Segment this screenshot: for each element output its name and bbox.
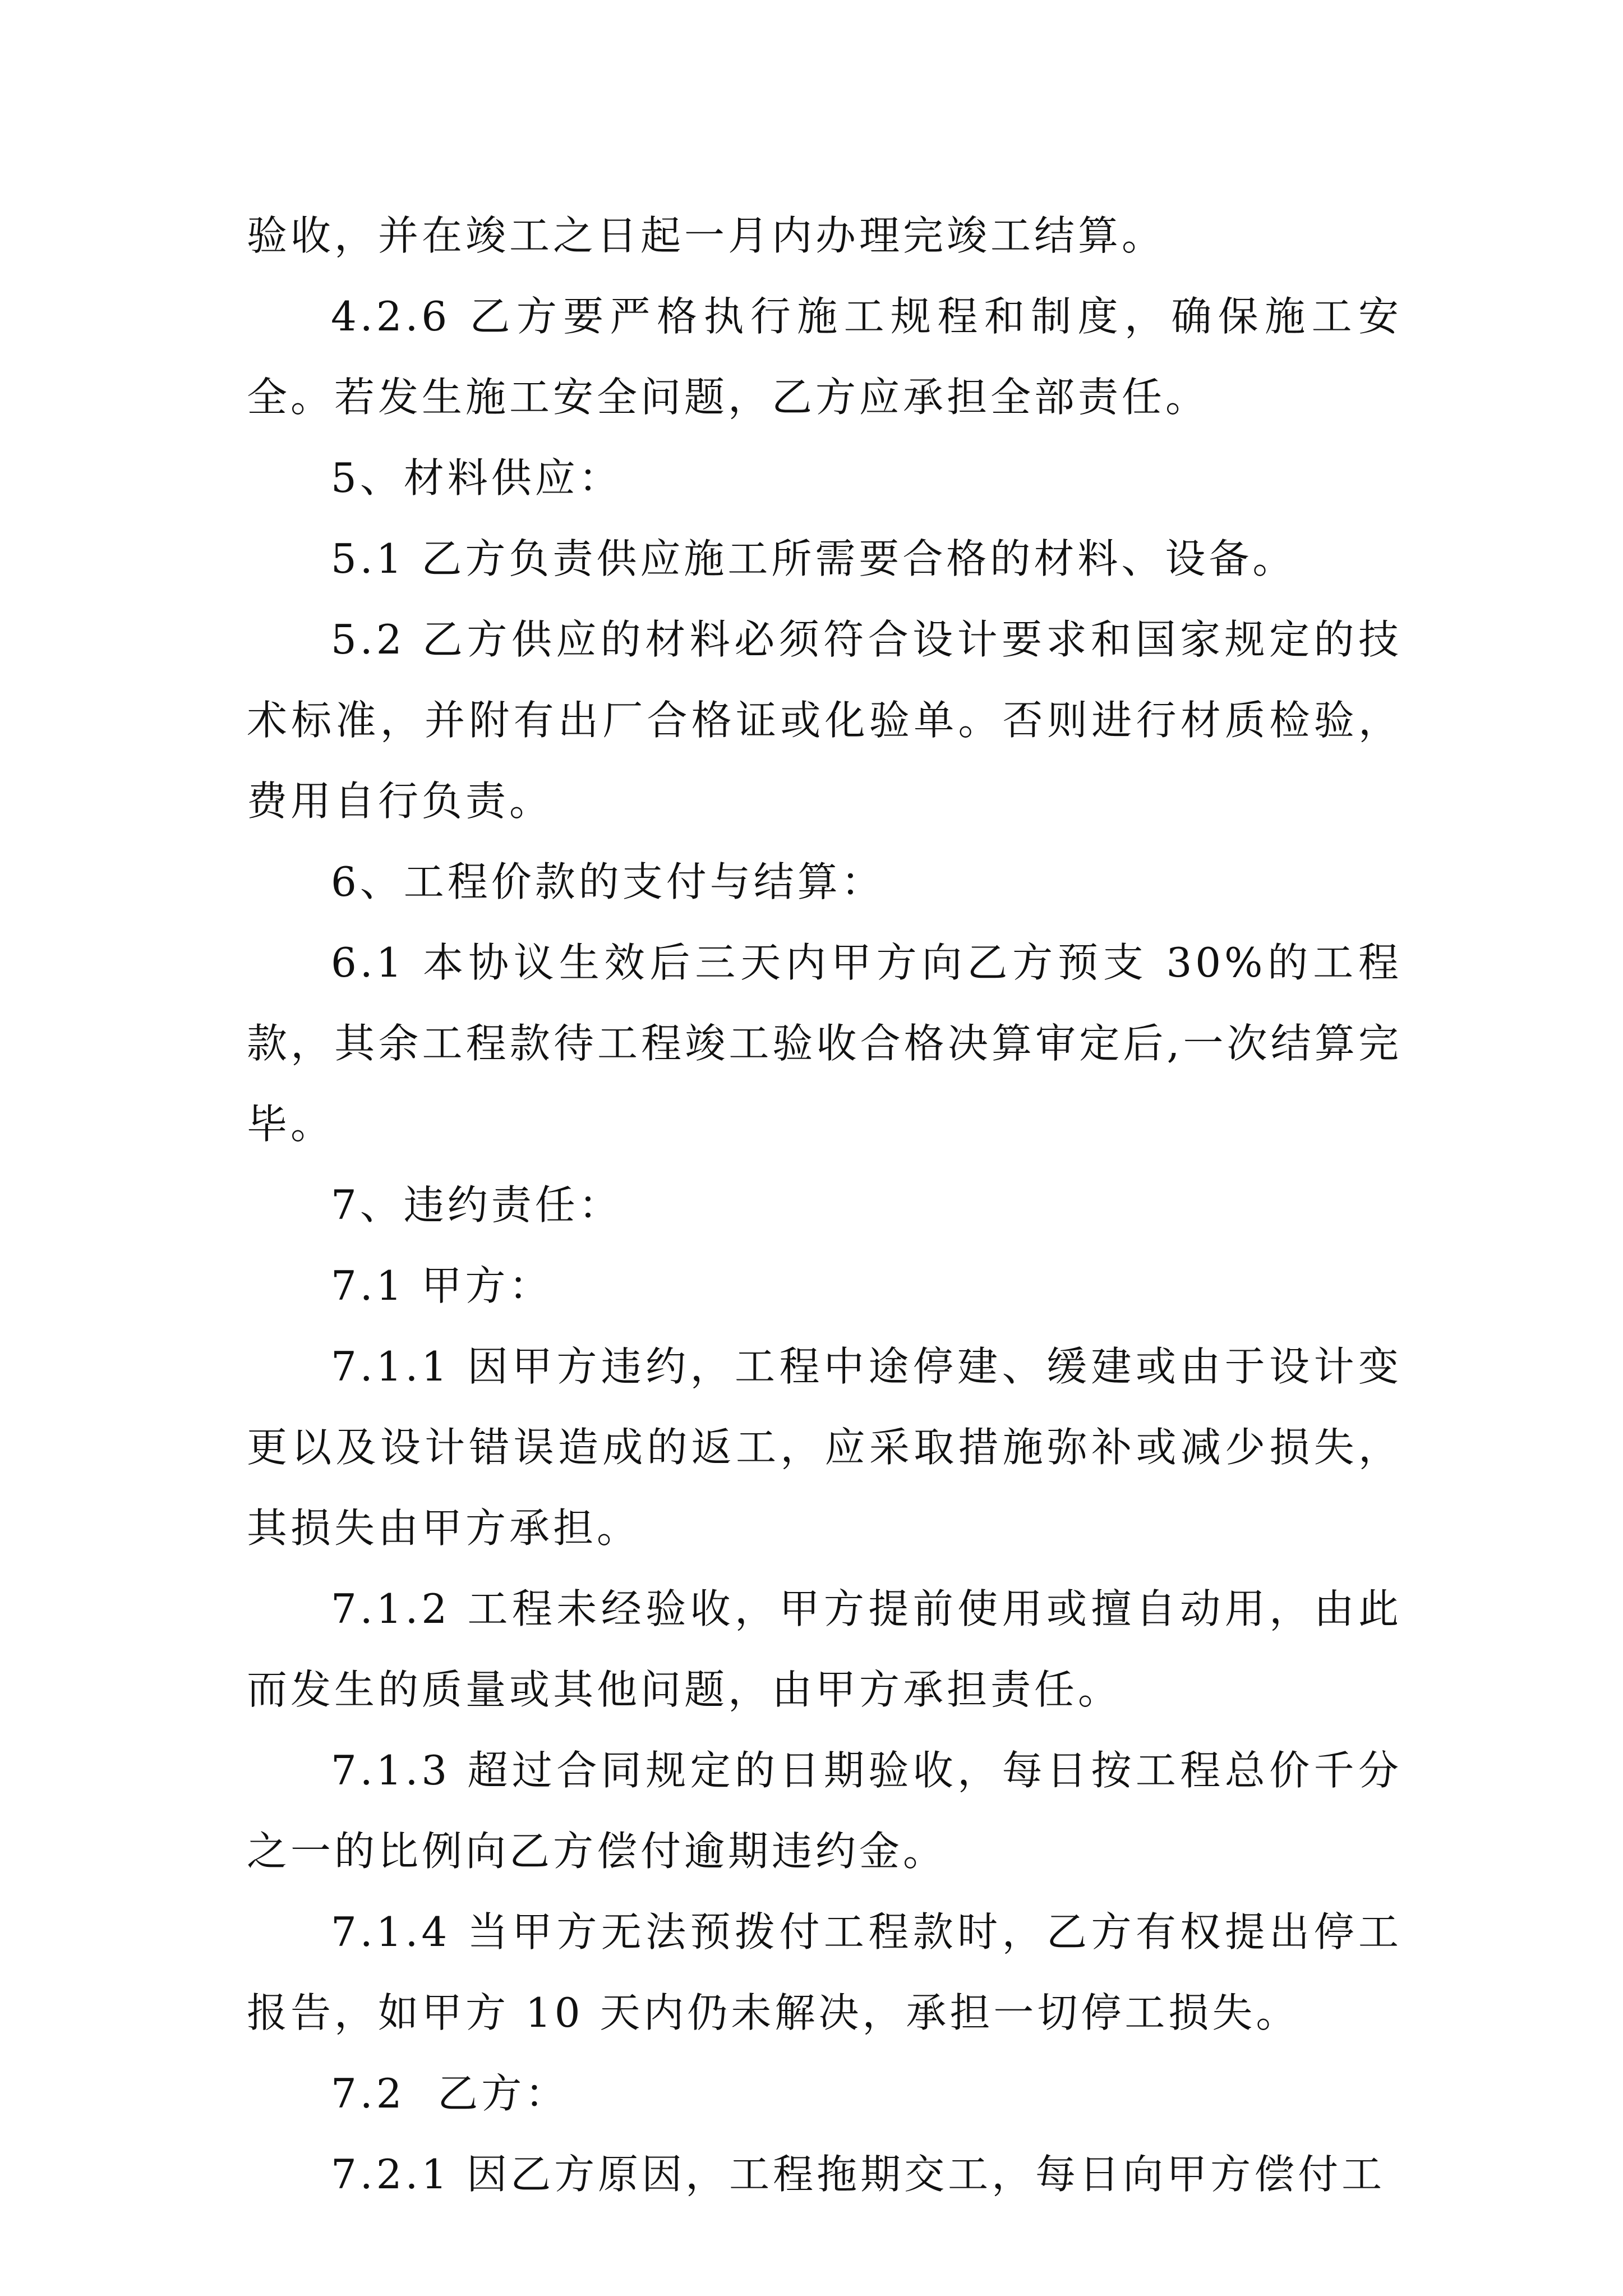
document-body	[247, 195, 1402, 2215]
paragraph-4-2-6: 4.2.6 乙方要严格执行施工规程和制度，确保施工安全。若发生施工安全问题，乙方应承担全部责任。	[247, 293, 1402, 421]
heading-7-2-party-b: 7.2 乙方：	[331, 2070, 569, 2117]
paragraph-7-1-2: 7.1.2 工程未经验收，甲方提前使用或擅自动用，由此而发生的质量或其他问题，由甲方承担责任。	[247, 1585, 1402, 1713]
heading-6-payment-settlement: 6、工程价款的支付与结算：	[331, 858, 885, 905]
heading-7-breach-liability: 7、违约责任：	[331, 1181, 623, 1228]
paragraph-7-2-1: 7.2.1 因乙方原因，工程拖期交工，每日向甲方偿付工	[331, 2151, 1386, 2198]
paragraph-7-1-4: 7.1.4 当甲方无法预拨付工程款时，乙方有权提出停工报告，如甲方 10 天内仍未解决，承担一切停工损失。	[247, 1908, 1402, 2036]
paragraph-7-1-1: 7.1.1 因甲方违约，工程中途停建、缓建或由于设计变更以及设计错误造成的返工，应采取措施弥补或减少损失，其损失由甲方承担。	[247, 1343, 1402, 1552]
heading-5-material-supply: 5、材料供应：	[331, 454, 623, 501]
paragraph-5-2: 5.2 乙方供应的材料必须符合设计要求和国家规定的技术标准，并附有出厂合格证或化验单。否则进行材质检验，费用自行负责。	[247, 616, 1402, 825]
paragraph-acceptance-settlement: 验收，并在竣工之日起一月内办理完竣工结算。	[247, 212, 1166, 259]
paragraph-7-1-3: 7.1.3 超过合同规定的日期验收，每日按工程总价千分之一的比例向乙方偿付逾期违约金。	[247, 1747, 1402, 1875]
paragraph-6-1: 6.1 本协议生效后三天内甲方向乙方预支 30%的工程款，其余工程款待工程竣工验收合格决算审定后,一次结算完毕。	[247, 939, 1402, 1148]
heading-7-1-party-a: 7.1 甲方：	[331, 1262, 553, 1309]
paragraph-5-1: 5.1 乙方负责供应施工所需要合格的材料、设备。	[331, 535, 1297, 582]
